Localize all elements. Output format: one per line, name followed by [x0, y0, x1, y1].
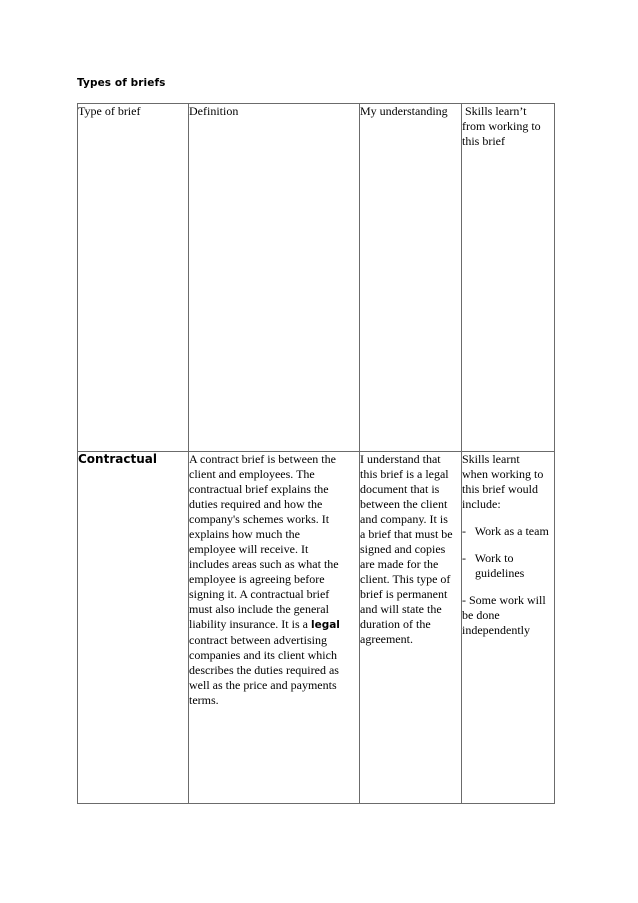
header-my-understanding: My understanding — [360, 104, 462, 452]
understanding-line: client. This type of — [360, 572, 451, 586]
skills-note-line: independently — [462, 623, 530, 637]
definition-line: terms. — [189, 693, 219, 707]
cell-skills — [462, 452, 555, 804]
definition-line: duties required and how the — [189, 497, 323, 511]
definition-line: A contract brief is between the — [189, 452, 336, 466]
skills-intro-line: Skills learnt — [462, 452, 520, 466]
understanding-line: and will state the — [360, 602, 442, 616]
definition-line: explains how much the — [189, 527, 300, 541]
definition-line: must also include the general — [189, 602, 329, 616]
skills-spacer — [462, 512, 554, 524]
definition-line: contractual brief explains the — [189, 482, 329, 496]
definition-pre-bold: liability insurance. It is a — [189, 617, 311, 631]
skills-intro-line: this brief would — [462, 482, 538, 496]
header-skills-line: Skills learn’t — [462, 104, 527, 118]
definition-bold-legal: legal — [310, 619, 340, 631]
definition-line: employee is agreeing before — [189, 572, 325, 586]
definition-line: signing it. A contractual brief — [189, 587, 330, 601]
understanding-line: signed and copies — [360, 542, 446, 556]
skills-intro-line: include: — [462, 497, 501, 511]
definition-line: well as the price and payments — [189, 678, 337, 692]
skills-list-item: - Work as a team — [462, 524, 549, 538]
skills-spacer — [462, 539, 554, 551]
understanding-line: and company. It is — [360, 512, 448, 526]
header-skills-line: this brief — [462, 134, 505, 148]
definition-line-with-bold — [189, 617, 359, 633]
definition-line: company's schemes works. It — [189, 512, 330, 526]
understanding-line: this brief is a legal — [360, 467, 449, 481]
definition-line: describes the duties required as — [189, 663, 339, 677]
skills-spacer — [462, 581, 554, 593]
header-skills-line: from working to — [462, 119, 541, 133]
understanding-line: between the client — [360, 497, 448, 511]
understanding-line: duration of the — [360, 617, 431, 631]
briefs-table — [77, 103, 555, 804]
definition-line: companies and its client which — [189, 648, 337, 662]
table-row-contractual — [78, 452, 555, 804]
table-header-row — [78, 104, 555, 452]
definition-line: employee will receive. It — [189, 542, 309, 556]
cell-definition — [189, 452, 360, 804]
understanding-line: document that is — [360, 482, 440, 496]
header-skills-learnt — [462, 104, 555, 452]
definition-line: includes areas such as what the — [189, 557, 339, 571]
definition-line: contract between advertising — [189, 633, 327, 647]
header-type-of-brief: Type of brief — [78, 104, 189, 452]
skills-note-line: be done — [462, 608, 500, 622]
page-heading: Types of briefs — [77, 77, 166, 89]
understanding-line: are made for the — [360, 557, 439, 571]
cell-type-contractual: Contractual — [78, 452, 189, 804]
cell-understanding — [360, 452, 462, 804]
understanding-line: I understand that — [360, 452, 441, 466]
skills-list-item: - Work to — [462, 551, 514, 565]
understanding-line: agreement. — [360, 632, 413, 646]
understanding-line: a brief that must be — [360, 527, 453, 541]
skills-note-line: - Some work will — [462, 593, 546, 607]
skills-intro-line: when working to — [462, 467, 544, 481]
header-definition: Definition — [189, 104, 360, 452]
understanding-line: brief is permanent — [360, 587, 448, 601]
skills-list-item-continuation: guidelines — [475, 566, 525, 580]
definition-line: client and employees. The — [189, 467, 315, 481]
